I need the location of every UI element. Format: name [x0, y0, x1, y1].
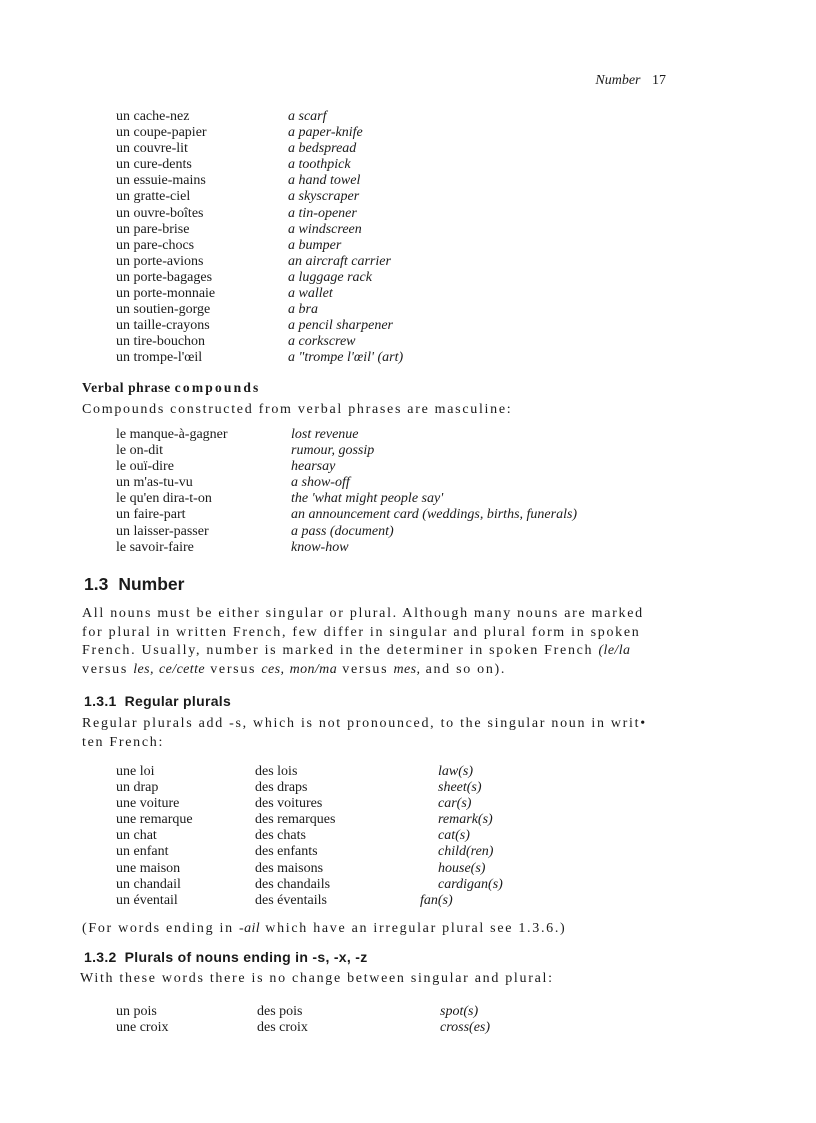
- plural-form: des pois: [257, 1004, 303, 1019]
- english-gloss: house(s): [438, 860, 486, 876]
- english-gloss: a luggage rack: [288, 269, 372, 285]
- english-gloss: cross(es): [440, 1020, 491, 1036]
- list-item: [0, 141, 816, 157]
- section-1-3-paragraph: All nouns must be either singular or plural. Although many nouns are marked for plural in written French, few differ in singular and plural form in spoken French. Usually, number is marked in the determiner in spoken French (le/la versus les, ce/cette versus ces, mon/ma versus mes, and so on).: [82, 606, 644, 677]
- list-item: [0, 254, 816, 270]
- french-term: un trompe-l'œil: [116, 350, 203, 366]
- english-gloss: the 'what might people say': [291, 491, 444, 507]
- english-gloss: a bumper: [288, 237, 342, 253]
- french-term: un faire-part: [116, 507, 186, 523]
- singular-form: une remarque: [116, 812, 193, 828]
- table-row: [0, 828, 816, 844]
- list-item: [0, 173, 816, 189]
- running-head-title: Number: [595, 73, 641, 88]
- plural-form: des draps: [255, 780, 308, 796]
- table-row: [0, 844, 816, 860]
- compounds-list: [0, 109, 816, 367]
- list-item: [0, 524, 816, 540]
- list-item: [0, 540, 816, 556]
- english-gloss: spot(s): [440, 1004, 479, 1019]
- english-gloss: a windscreen: [288, 221, 362, 237]
- french-term: un pare-chocs: [116, 237, 195, 253]
- table-row: [0, 780, 816, 796]
- plural-form: des éventails: [255, 892, 327, 908]
- english-gloss: hearsay: [291, 459, 336, 475]
- singular-form: un éventail: [116, 892, 178, 908]
- list-item: [0, 507, 816, 523]
- french-term: un coupe-papier: [116, 125, 207, 141]
- english-gloss: child(ren): [438, 844, 494, 860]
- english-gloss: law(s): [438, 764, 473, 779]
- english-gloss: car(s): [438, 796, 472, 812]
- english-gloss: an announcement card (weddings, births, funerals): [291, 507, 578, 523]
- english-gloss: lost revenue: [291, 427, 359, 442]
- list-item: [0, 157, 816, 173]
- running-head: [595, 73, 666, 89]
- table-row: [0, 893, 816, 909]
- list-item: [0, 109, 816, 125]
- english-gloss: a hand towel: [288, 173, 361, 189]
- plural-form: des chats: [255, 828, 306, 844]
- list-item: [0, 491, 816, 507]
- plural-form: des voitures: [255, 796, 323, 812]
- plural-form: des maisons: [255, 860, 324, 876]
- table-row: [0, 796, 816, 812]
- singular-form: une croix: [116, 1020, 169, 1036]
- singular-form: un pois: [116, 1004, 157, 1019]
- english-gloss: a scarf: [288, 109, 327, 124]
- french-term: un porte-monnaie: [116, 286, 216, 302]
- section-1-3-2-paragraph: With these words there is no change between singular and plural:: [80, 971, 554, 986]
- english-gloss: a tin-opener: [288, 205, 357, 221]
- list-item: [0, 206, 816, 222]
- french-term: un tire-bouchon: [116, 334, 206, 350]
- list-item: [0, 125, 816, 141]
- french-term: le savoir-faire: [116, 539, 194, 555]
- french-term: un laisser-passer: [116, 523, 209, 539]
- english-gloss: remark(s): [438, 812, 493, 828]
- list-item: [0, 270, 816, 286]
- list-item: [0, 238, 816, 254]
- verbal-phrase-heading: Verbal phrase compounds: [82, 380, 261, 395]
- page-number: 17: [652, 73, 666, 88]
- english-gloss: an aircraft carrier: [288, 253, 391, 269]
- table-row: [0, 1020, 816, 1036]
- list-item: [0, 350, 816, 366]
- french-term: un soutien-gorge: [116, 302, 211, 318]
- table-row: [0, 764, 816, 780]
- plural-form: des enfants: [255, 844, 318, 860]
- section-heading-1-3: 1.3 Number: [84, 574, 185, 594]
- french-term: le ouï-dire: [116, 459, 174, 475]
- english-gloss: a show-off: [291, 475, 350, 491]
- list-item: [0, 318, 816, 334]
- english-gloss: a "trompe l'œil' (art): [288, 350, 404, 366]
- verbal-list: [0, 427, 816, 556]
- list-item: [0, 189, 816, 205]
- french-term: un ouvre-boîtes: [116, 205, 204, 221]
- plural-form: des lois: [255, 764, 298, 779]
- english-gloss: a skyscraper: [288, 189, 360, 205]
- plural-form: des croix: [257, 1020, 308, 1036]
- irregular-plural-note: (For words ending in -ail which have an irregular plural see 1.3.6.): [82, 921, 567, 936]
- plural-form: des chandails: [255, 876, 331, 892]
- list-item: [0, 302, 816, 318]
- english-gloss: know-how: [291, 539, 349, 555]
- list-item: [0, 286, 816, 302]
- french-term: un m'as-tu-vu: [116, 475, 193, 491]
- list-item: [0, 427, 816, 443]
- list-item: [0, 443, 816, 459]
- english-gloss: a corkscrew: [288, 334, 356, 350]
- french-term: le qu'en dira-t-on: [116, 491, 212, 507]
- singular-form: une voiture: [116, 796, 180, 812]
- section-heading-1-3-2: 1.3.2 Plurals of nouns ending in -s, -x, -z: [84, 949, 368, 965]
- french-term: le manque-à-gagner: [116, 427, 228, 442]
- french-term: le on-dit: [116, 443, 164, 459]
- list-item: [0, 475, 816, 491]
- english-gloss: sheet(s): [438, 780, 482, 796]
- plural-form: des remarques: [255, 812, 336, 828]
- english-gloss: a paper-knife: [288, 125, 363, 141]
- english-gloss: a wallet: [288, 286, 333, 302]
- verbal-intro: Compounds constructed from verbal phrases are masculine:: [82, 402, 513, 417]
- table-row: [0, 861, 816, 877]
- singular-form: un chat: [116, 828, 157, 844]
- table-row: [0, 877, 816, 893]
- french-term: un porte-avions: [116, 253, 204, 269]
- english-gloss: cat(s): [438, 828, 470, 844]
- english-gloss: cardigan(s): [438, 876, 503, 892]
- section-1-3-1-paragraph: Regular plurals add -s, which is not pronounced, to the singular noun in writ• ten French:: [82, 716, 647, 750]
- french-term: un pare-brise: [116, 221, 190, 237]
- list-item: [0, 334, 816, 350]
- french-term: un couvre-lit: [116, 141, 188, 157]
- english-gloss: a pencil sharpener: [288, 318, 393, 334]
- list-item: [0, 222, 816, 238]
- singular-form: une loi: [116, 764, 155, 779]
- french-term: un taille-crayons: [116, 318, 210, 334]
- english-gloss: rumour, gossip: [291, 443, 375, 459]
- table-row: [0, 812, 816, 828]
- english-gloss: fan(s): [420, 892, 453, 908]
- english-gloss: a bra: [288, 302, 318, 318]
- english-gloss: a bedspread: [288, 141, 357, 157]
- section-heading-1-3-1: 1.3.1 Regular plurals: [84, 693, 232, 709]
- english-gloss: a toothpick: [288, 157, 351, 173]
- singular-form: un enfant: [116, 844, 169, 860]
- french-term: un cache-nez: [116, 109, 190, 124]
- singular-form: un drap: [116, 780, 159, 796]
- invariable-plurals-table: [0, 1004, 816, 1036]
- table-row: [0, 1004, 816, 1020]
- french-term: un cure-dents: [116, 157, 192, 173]
- english-gloss: a pass (document): [291, 523, 394, 539]
- french-term: un essuie-mains: [116, 173, 206, 189]
- french-term: un gratte-ciel: [116, 189, 191, 205]
- singular-form: un chandail: [116, 876, 181, 892]
- list-item: [0, 459, 816, 475]
- singular-form: une maison: [116, 860, 181, 876]
- regular-plurals-table: [0, 764, 816, 909]
- french-term: un porte-bagages: [116, 269, 213, 285]
